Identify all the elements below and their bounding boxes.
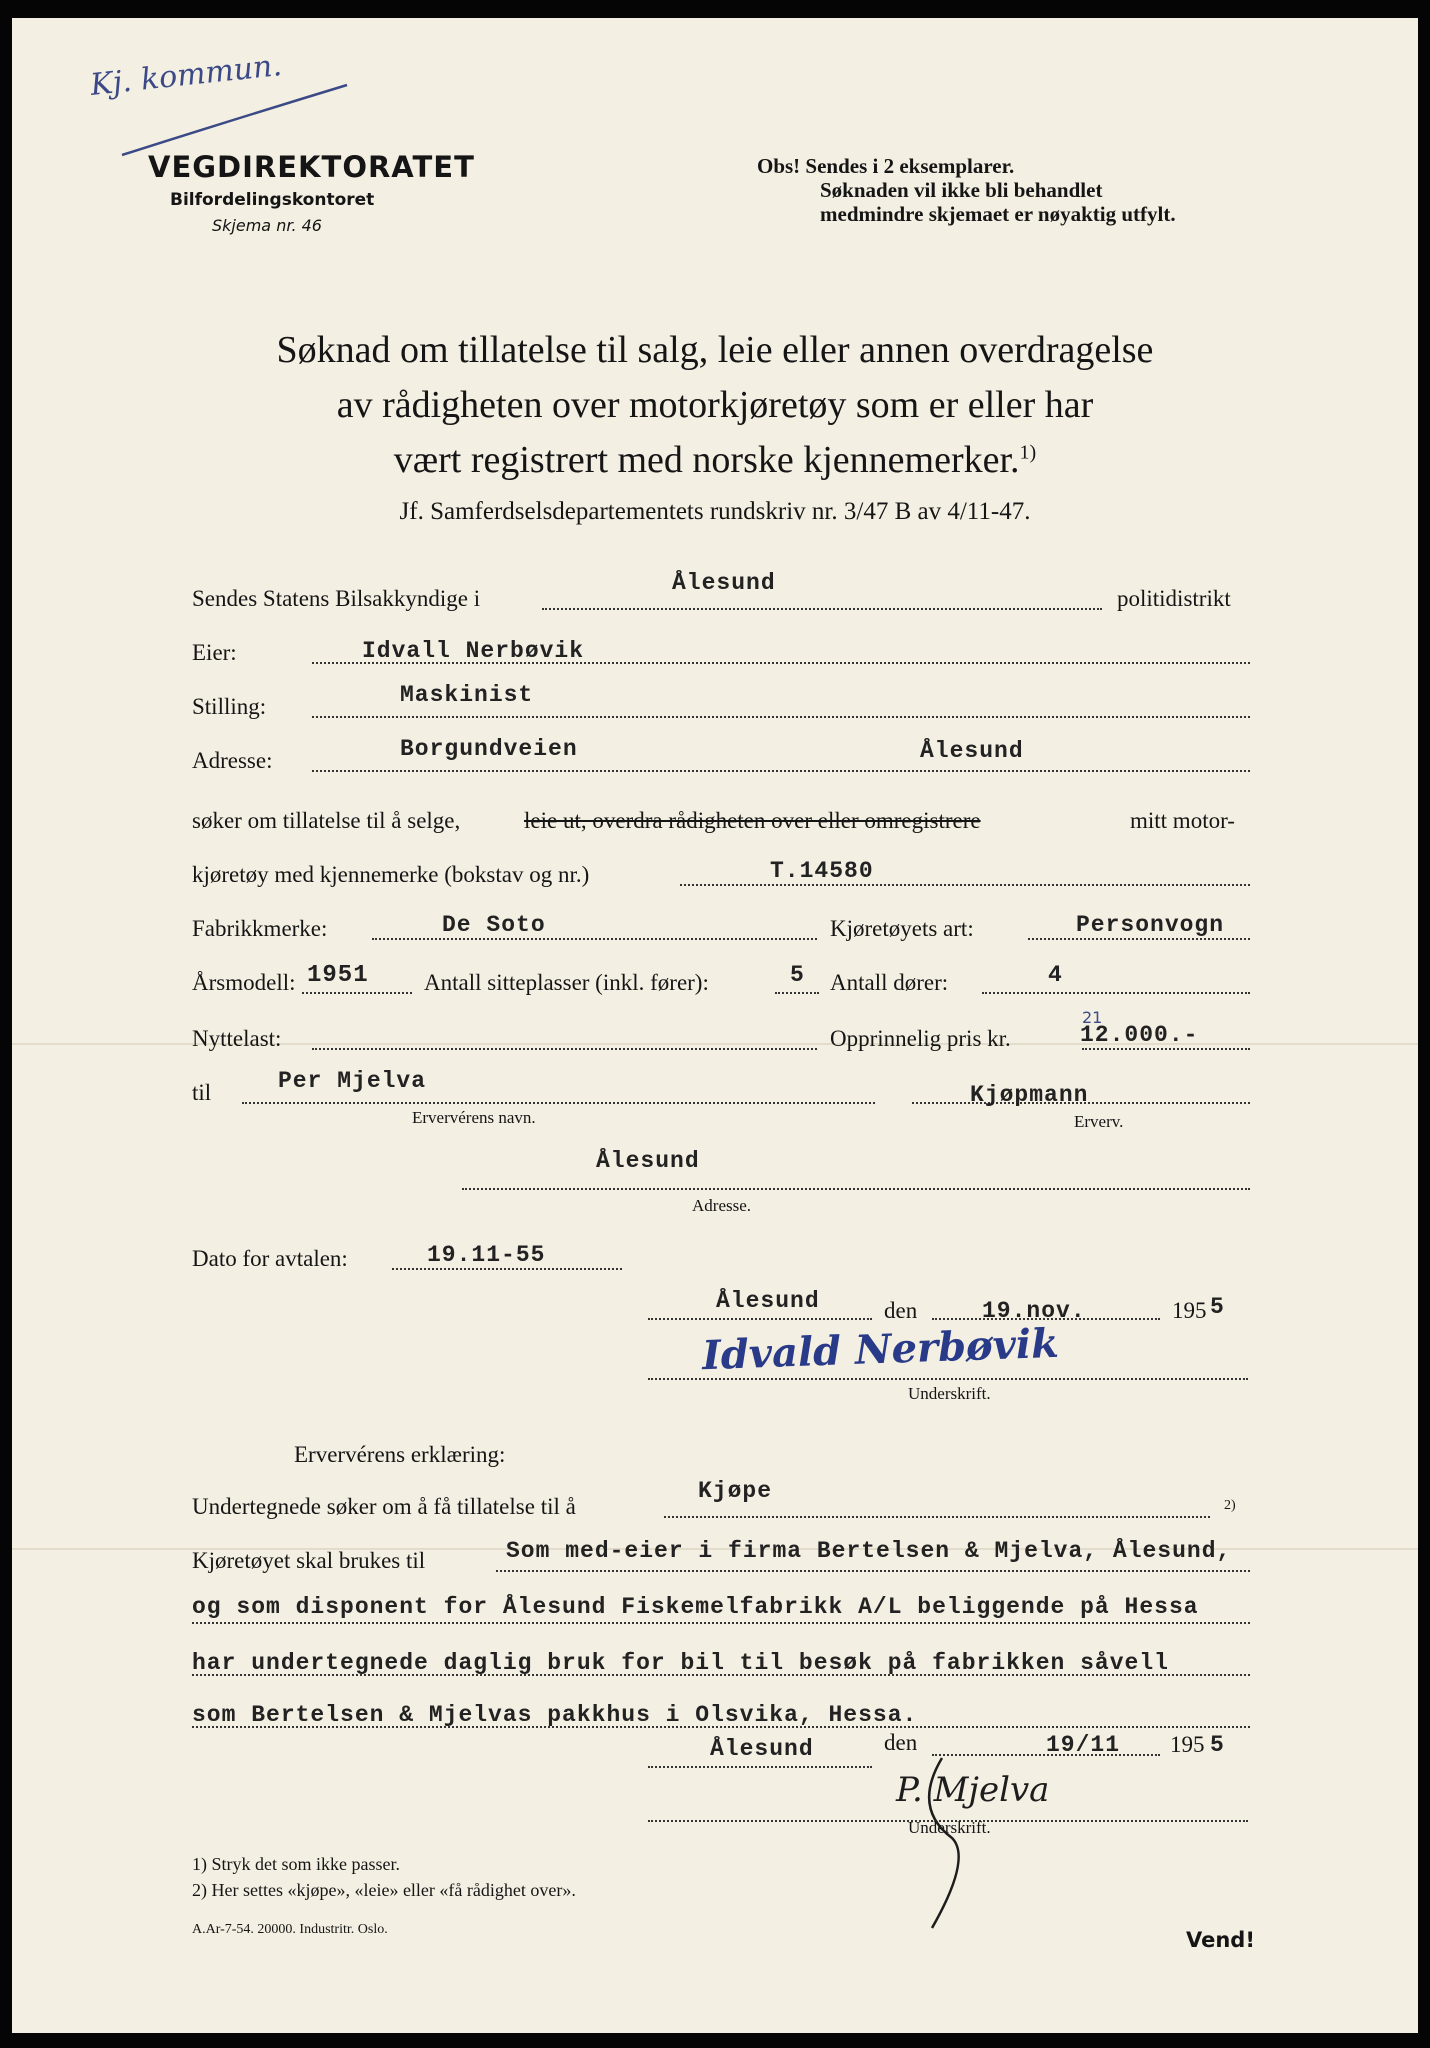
declaration-heading: Ervervérens erklæring: — [294, 1442, 506, 1467]
soker-struck-options: leie ut, overdra rådigheten over eller omregistrere — [524, 808, 981, 833]
arsmodell-line — [302, 992, 412, 994]
politidistrikt-label: politidistrikt — [1117, 586, 1231, 611]
brukes-line-1 — [496, 1570, 1250, 1572]
brukes-text-3: har undertegnede daglig bruk for bil til besøk på fabrikken såvell — [192, 1650, 1169, 1676]
kjennemerke-line — [680, 884, 1250, 886]
brukes-line-2 — [192, 1622, 1250, 1624]
undertegnede-label: Undertegnede søker om å få tillatelse til å — [192, 1494, 576, 1519]
underskrift2-caption: Underskrift. — [908, 1818, 991, 1837]
handwritten-note: Kj. kommun. — [88, 48, 284, 103]
stilling-value: Maskinist — [400, 682, 534, 708]
dorer-line — [982, 992, 1250, 994]
year2-prefix: 195 — [1170, 1732, 1205, 1757]
date2-value: 19/11 — [1046, 1732, 1121, 1758]
kjennemerke-value: T.14580 — [770, 858, 874, 884]
sendes-label: Sendes Statens Bilsakkyndige i — [192, 586, 481, 611]
soker-prefix: søker om tillatelse til å selge, — [192, 808, 461, 833]
pris-correction: 21 — [1082, 1008, 1103, 1027]
art-line — [1028, 938, 1250, 940]
arsmodell-value: 1951 — [307, 962, 369, 989]
til-label: til — [192, 1080, 212, 1105]
dorer-label: Antall dører: — [830, 970, 949, 995]
erverver-name-value: Per Mjelva — [278, 1068, 427, 1094]
den1-label: den — [884, 1298, 918, 1323]
brukes-text-1: Som med-eier i firma Bertelsen & Mjelva, Ålesund, — [506, 1538, 1232, 1564]
sitteplasser-label: Antall sitteplasser (inkl. fører): — [424, 970, 709, 995]
sendes-value: Ålesund — [672, 570, 776, 596]
place2-line — [648, 1766, 872, 1768]
fabrikkmerke-value: De Soto — [442, 912, 546, 938]
eier-label: Eier: — [192, 640, 237, 665]
arsmodell-label: Årsmodell: — [192, 970, 296, 995]
dato-value: 19.11-55 — [427, 1242, 546, 1268]
form-document — [12, 18, 1418, 2033]
den2-label: den — [884, 1730, 918, 1755]
title-line-3-text: vært registrert med norske kjennemerker. — [393, 439, 1020, 481]
title-footnote-mark: 1) — [1019, 441, 1037, 464]
year1-prefix: 195 — [1172, 1298, 1207, 1323]
sendes-line — [542, 608, 1102, 610]
pris-line — [1082, 1048, 1250, 1050]
sitteplasser-line — [775, 992, 819, 994]
adresse-label: Adresse: — [192, 748, 273, 773]
title-line-1: Søknad om tillatelse til salg, leie eller annen overdragelse — [276, 329, 1154, 371]
date1-value: 19.nov. — [982, 1298, 1086, 1324]
erverver-address-line — [462, 1188, 1250, 1190]
brukes-text-4: som Bertelsen & Mjelvas pakkhus i Olsvika, Hessa. — [192, 1702, 918, 1728]
signature-buyer-stroke — [882, 1748, 1052, 1938]
place1-line — [648, 1318, 872, 1320]
pris-value: 12.000.- — [1080, 1022, 1199, 1048]
erverver-name-caption: Ervervérens navn. — [412, 1108, 536, 1127]
vend-note: Vend! — [1186, 1928, 1255, 1952]
fabrikkmerke-line — [372, 938, 817, 940]
org-name: VEGDIREKTORATET — [148, 150, 475, 184]
adresse-city: Ålesund — [920, 738, 1024, 764]
kjennemerke-label: kjøretøy med kjennemerke (bokstav og nr.) — [192, 862, 590, 887]
title-line-2: av rådigheten over motorkjøretøy som er eller har — [336, 384, 1094, 426]
signature-owner: Idvald Nerbøvik — [701, 1319, 1060, 1380]
circular-reference: Jf. Samferdselsdepartementets rundskriv nr. 3/47 B av 4/11-47. — [399, 498, 1031, 525]
sitteplasser-value: 5 — [790, 962, 805, 988]
art-value: Personvogn — [1076, 912, 1225, 938]
fabrikkmerke-label: Fabrikkmerke: — [192, 916, 328, 941]
nyttelast-line — [312, 1048, 817, 1050]
obs-line-1: Obs! Sendes i 2 eksemplarer. — [757, 154, 1015, 178]
address-caption: Adresse. — [692, 1196, 752, 1215]
undertegnede-line — [664, 1516, 1210, 1518]
art-label: Kjøretøyets art: — [830, 916, 974, 941]
footnote-2: 2) Her settes «kjøpe», «leie» eller «få rådighet over». — [192, 1880, 576, 1900]
underskrift1-caption: Underskrift. — [908, 1384, 991, 1403]
title-line-3 — [12, 438, 1418, 482]
soker-suffix: mitt motor- — [1130, 808, 1235, 833]
footnote-1: 1) Stryk det som ikke passer. — [192, 1854, 400, 1874]
office-name: Bilfordelingskontoret — [170, 190, 375, 210]
place1-value: Ålesund — [716, 1288, 820, 1314]
undertegnede-value: Kjøpe — [698, 1478, 773, 1504]
signature1-line — [648, 1378, 1248, 1380]
year2-suffix: 5 — [1210, 1732, 1225, 1758]
nyttelast-label: Nyttelast: — [192, 1026, 282, 1051]
printer-imprint: A.Ar-7-54. 20000. Industritr. Oslo. — [192, 1922, 388, 1937]
brukes-label: Kjøretøyet skal brukes til — [192, 1548, 426, 1573]
footnote2-mark: 2) — [1224, 1498, 1236, 1513]
erverver-name-line — [242, 1102, 875, 1104]
pen-stroke — [112, 80, 352, 160]
stilling-line — [312, 716, 1250, 718]
pris-label: Opprinnelig pris kr. — [830, 1026, 1011, 1051]
eier-value: Idvall Nerbøvik — [362, 638, 585, 664]
obs-line-2: Søknaden vil ikke bli behandlet — [820, 178, 1103, 202]
place2-value: Ålesund — [710, 1736, 814, 1762]
adresse-value: Borgundveien — [400, 736, 578, 762]
erverv-caption: Erverv. — [1074, 1112, 1124, 1131]
dato-label: Dato for avtalen: — [192, 1246, 348, 1271]
dato-line — [392, 1268, 622, 1270]
erverver-address-value: Ålesund — [596, 1148, 700, 1174]
form-number: Skjema nr. 46 — [212, 216, 322, 235]
year1-suffix: 5 — [1210, 1294, 1225, 1320]
signature-buyer: P. Mjelva — [896, 1770, 1050, 1810]
adresse-line — [312, 770, 1250, 772]
erverv-value: Kjøpmann — [970, 1082, 1089, 1108]
dorer-value: 4 — [1048, 962, 1063, 988]
stilling-label: Stilling: — [192, 694, 267, 719]
brukes-text-2: og som disponent for Ålesund Fiskemelfabrikk A/L beliggende på Hessa — [192, 1594, 1199, 1620]
obs-line-3: medmindre skjemaet er nøyaktig utfylt. — [820, 202, 1176, 226]
